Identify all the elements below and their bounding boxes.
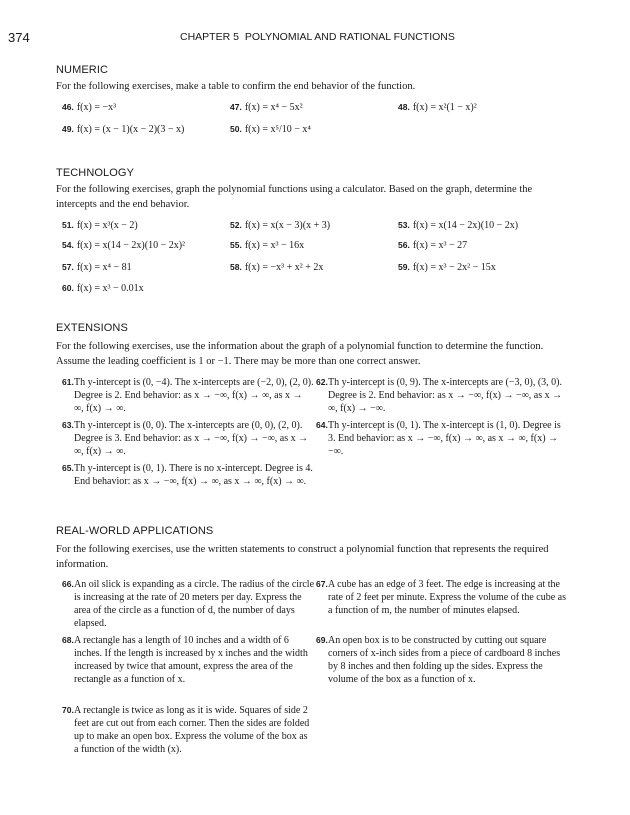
page-number: 374	[8, 30, 30, 45]
exercise-51	[62, 219, 138, 232]
exercise-number: 66.	[62, 579, 74, 589]
exercise-number: 51.	[62, 220, 74, 230]
exercise-59	[398, 261, 496, 274]
exercise-number: 56.	[398, 240, 410, 250]
exercise-57	[62, 261, 132, 274]
exercise-number: 48.	[398, 102, 410, 112]
exercise-text: f(x) = (x − 1)(x − 2)(3 − x)	[76, 124, 185, 135]
technology-instructions: For the following exercises, graph the polynomial functions using a calculator. Based on the graph, determine the intercepts and the end behavior.	[56, 184, 533, 210]
exercise-number: 68.	[62, 635, 74, 645]
exercise-number: 64.	[316, 420, 328, 430]
section-heading-numeric: NUMERIC	[56, 64, 109, 76]
exercise-text: f(x) = x⁵/10 − x⁴	[244, 124, 311, 135]
numeric-instructions: For the following exercises, make a table to confirm the end behavior of the function.	[56, 81, 416, 92]
exercise-text: f(x) = −x³	[76, 102, 117, 113]
exercise-number: 52.	[230, 220, 242, 230]
exercise-text: An open box is to be constructed by cutting out square corners of x-inch sides from a piece of cardboard 8 inches by 8 inches and then folding up the sides. Express the volume of the box as a function of x.	[328, 635, 561, 685]
exercise-number: 60.	[62, 283, 74, 293]
exercise-number: 63.	[62, 420, 74, 430]
exercise-text: f(x) = x(x − 3)(x + 3)	[244, 220, 331, 231]
exercise-52	[230, 219, 330, 232]
exercise-61	[62, 376, 314, 415]
exercise-text: A rectangle is twice as long as it is wide. Squares of side 2 feet are cut out from each corner. Then the sides are folded up to make an open box. Express the volume of the box as a function of the width (x).	[74, 705, 310, 755]
section-heading-extensions: EXTENSIONS	[56, 322, 128, 334]
section-heading-technology: TECHNOLOGY	[56, 167, 135, 179]
exercise-65	[62, 462, 314, 488]
exercise-text: Th y-intercept is (0, 9). The x-intercepts are (−3, 0), (3, 0). Degree is 2. End behavior: as x → −∞, f(x) → −∞, as x → ∞, f(x) → −∞.	[328, 377, 563, 414]
exercise-number: 50.	[230, 124, 242, 134]
exercise-text: f(x) = x³ − 0.01x	[76, 283, 144, 294]
exercise-text: f(x) = x(14 − 2x)(10 − 2x)²	[76, 240, 186, 251]
exercise-50	[230, 123, 311, 136]
exercise-58	[230, 261, 323, 274]
exercise-53	[398, 219, 518, 232]
exercise-68	[62, 634, 314, 686]
exercise-number: 55.	[230, 240, 242, 250]
exercise-63	[62, 419, 314, 458]
exercise-60	[62, 282, 144, 295]
exercise-text: A rectangle has a length of 10 inches and a width of 6 inches. If the length is increased by x inches and the width increased by twice that amount, express the area of the rectangle as a function of x.	[74, 635, 308, 685]
exercise-text: f(x) = −x³ + x² + 2x	[244, 262, 324, 273]
exercise-70	[62, 704, 314, 756]
exercise-number: 49.	[62, 124, 74, 134]
exercise-number: 70.	[62, 705, 74, 715]
exercise-text: A cube has an edge of 3 feet. The edge is increasing at the rate of 2 feet per minute. Express the volume of the cube as a function of m, the number of minutes elapsed.	[328, 579, 566, 616]
exercise-64	[316, 419, 568, 458]
exercise-67	[316, 578, 568, 617]
exercise-47	[230, 101, 303, 114]
exercise-46	[62, 101, 116, 114]
exercise-number: 53.	[398, 220, 410, 230]
exercise-text: Th y-intercept is (0, 0). The x-intercepts are (0, 0), (2, 0). Degree is 3. End behavior: as x → −∞, f(x) → −∞, as x → ∞, f(x) → ∞.	[74, 420, 309, 457]
exercise-number: 65.	[62, 463, 74, 473]
applications-instructions: For the following exercises, use the written statements to construct a polynomial function that represents the required information.	[56, 544, 549, 570]
exercise-text: Th y-intercept is (0, 1). There is no x-intercept. Degree is 4. End behavior: as x → −∞, f(x) → ∞, as x → ∞, f(x) → ∞.	[74, 463, 313, 487]
exercise-66	[62, 578, 315, 630]
page-header	[8, 30, 610, 46]
chapter-title	[180, 31, 455, 43]
exercise-48	[398, 101, 477, 114]
exercise-text: f(x) = x²(1 − x)²	[412, 102, 477, 113]
exercise-number: 46.	[62, 102, 74, 112]
section-heading-applications: REAL-WORLD APPLICATIONS	[56, 525, 214, 537]
exercise-56	[398, 239, 467, 252]
exercise-number: 58.	[230, 262, 242, 272]
exercise-62	[316, 376, 568, 415]
exercise-number: 62.	[316, 377, 328, 387]
exercise-number: 54.	[62, 240, 74, 250]
exercise-number: 59.	[398, 262, 410, 272]
exercise-49	[62, 123, 184, 136]
exercise-text: f(x) = x⁴ − 81	[76, 262, 132, 273]
exercise-text: f(x) = x⁴ − 5x²	[244, 102, 303, 113]
chapter-label: CHAPTER 5	[180, 31, 239, 43]
exercise-text: f(x) = x³ − 27	[412, 240, 468, 251]
exercise-text: f(x) = x³ − 2x² − 15x	[412, 262, 496, 273]
exercise-text: f(x) = x³ − 16x	[244, 240, 305, 251]
exercise-55	[230, 239, 304, 252]
exercise-text: f(x) = x³(x − 2)	[76, 220, 138, 231]
exercise-number: 57.	[62, 262, 74, 272]
exercise-number: 67.	[316, 579, 328, 589]
exercise-text: Th y-intercept is (0, −4). The x-intercepts are (−2, 0), (2, 0). Degree is 2. End behavior: as x → −∞, f(x) → ∞, as x → ∞, f(x) → ∞.	[74, 377, 314, 414]
exercise-number: 47.	[230, 102, 242, 112]
chapter-name: POLYNOMIAL AND RATIONAL FUNCTIONS	[244, 31, 455, 43]
exercise-text: Th y-intercept is (0, 1). The x-intercept is (1, 0). Degree is 3. End behavior: as x → −∞, f(x) → ∞, as x → ∞, f(x) → −∞.	[328, 420, 561, 457]
exercise-text: f(x) = x(14 − 2x)(10 − 2x)	[412, 220, 519, 231]
exercise-text: An oil slick is expanding as a circle. The radius of the circle is increasing at the rate of 20 meters per day. Express the area of the circle as a function of d, the number of days elapsed.	[74, 579, 315, 629]
exercise-number: 69.	[316, 635, 328, 645]
exercise-54	[62, 239, 185, 252]
exercise-number: 61.	[62, 377, 74, 387]
exercise-69	[316, 634, 568, 686]
extensions-instructions: For the following exercises, use the information about the graph of a polynomial function to determine the function. Assume the leading coefficient is 1 or −1. There may be more than one correct answer.	[56, 341, 544, 367]
